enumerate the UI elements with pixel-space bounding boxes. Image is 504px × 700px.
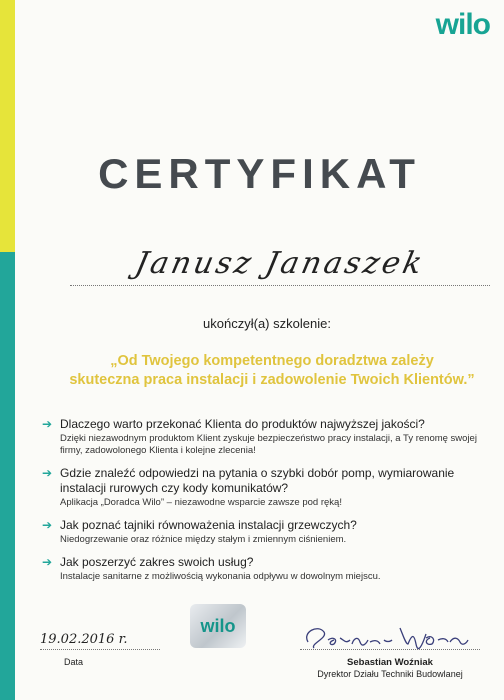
wilo-stamp — [190, 604, 246, 648]
item-description: Aplikacja „Doradca Wilo” – niezawodne wsparcie zawsze pod ręką! — [60, 497, 342, 508]
stamp-text: wilo — [200, 615, 236, 636]
recipient-name: Janusz Janaszek — [131, 246, 428, 281]
item-description: Instalacje sanitarne z możliwością wykonania odpływu w dowolnym miejscu. — [60, 571, 381, 582]
signer-name: Sebastian Woźniak — [347, 657, 433, 668]
item-title: Jak poszerzyć zakres swoich usług? — [60, 555, 254, 569]
quote-line-1: „Od Twojego kompetentnego doradztwa zależy — [110, 353, 434, 369]
handwritten-date: 19.02.2016 r. — [40, 632, 128, 647]
date-underline — [40, 649, 160, 650]
handwritten-signature — [300, 614, 480, 654]
topic-list — [40, 417, 484, 592]
arrow-right-icon: ➔ — [42, 518, 53, 532]
completion-text: ukończył(a) szkolenie: — [203, 316, 331, 331]
item-description: Niedogrzewanie oraz różnice między stałym i zmiennym ciśnieniem. — [60, 534, 347, 545]
certificate-title: CERTYFIKAT — [98, 150, 421, 197]
arrow-right-icon: ➔ — [42, 417, 53, 431]
training-quote — [60, 352, 484, 390]
arrow-right-icon: ➔ — [42, 466, 53, 480]
quote-line-2: skuteczna praca instalacji i zadowolenie Twoich Klientów.” — [69, 372, 475, 388]
item-title: Gdzie znaleźć odpowiedzi na pytania o szybki dobór pomp, wymiarowanie instalacji rurowych czy kody komunikatów? — [60, 466, 455, 495]
list-item — [40, 466, 484, 509]
date-label: Data — [64, 657, 84, 667]
sidebar-accent-yellow — [0, 0, 15, 252]
item-description: Dzięki niezawodnym produktom Klient zyskuje bezpieczeństwo pracy instalacji, a Ty renomę swojej firmy, zadowolonego Klienta i kolejne zlecenia! — [60, 433, 477, 456]
name-underline — [70, 285, 490, 286]
item-title: Jak poznać tajniki równoważenia instalacji grzewczych? — [60, 518, 357, 532]
list-item — [40, 555, 484, 583]
list-item — [40, 417, 484, 457]
list-item — [40, 518, 484, 546]
arrow-right-icon: ➔ — [42, 555, 53, 569]
wilo-logo: wilo — [435, 8, 490, 41]
item-title: Dlaczego warto przekonać Klienta do produktów najwyższej jakości? — [60, 417, 425, 431]
signature-underline — [300, 649, 480, 650]
signer-title: Dyrektor Działu Techniki Budowlanej — [317, 669, 463, 679]
